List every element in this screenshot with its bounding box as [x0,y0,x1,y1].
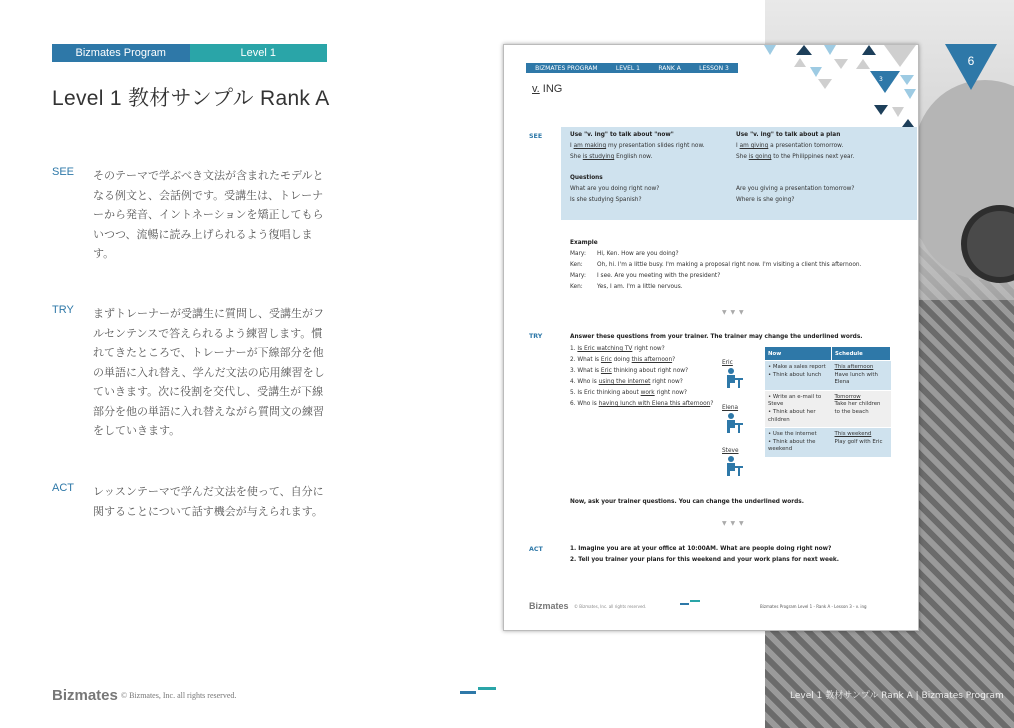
doc-title [532,83,562,95]
doc-act-2: 2. Tell you trainer your plans for this weekend and your work plans for next week. [570,557,839,563]
now-item: Make a sales report [772,364,826,370]
doc-see-col2-head: Use "v. ing" to talk about a plan [736,132,841,138]
doc-header-level: LEVEL 1 [615,64,640,72]
doc-try-questions [570,344,718,410]
speaker-name: Ken: [570,262,583,268]
doc-see-col2-line1 [736,141,914,152]
schedule-text: Play golf with Eric [834,438,883,445]
bizmates-mark-icon [460,686,496,696]
text-segment: to the Philippines next year. [771,154,855,160]
doc-see-q1: What are you doing right now? [570,186,660,192]
doc-see-col2-line2 [736,152,914,163]
tab-program: Bizmates Program [52,44,190,62]
text-segment: ? [672,357,676,363]
underlined-text: this afternoon [631,357,673,363]
doc-divider-2: ▼ ▼ ▼ [722,520,745,527]
person-name: Steve [722,448,739,454]
doc-person-steve [722,447,752,481]
doc-header-bar [526,63,738,73]
dialogue-text: Oh, hi. I'm a little busy. I'm making a proposal right now. I'm visiting a client this afternoon. [597,262,862,268]
doc-try-q1 [570,344,718,355]
doc-see-col1 [570,130,740,206]
doc-title-underline: v. [532,83,540,95]
underlined-text: is going [748,154,772,160]
dialogue-text: Hi, Ken. How are you doing? [597,251,679,257]
text-segment: I [736,143,740,149]
page-title: Level 1 教材サンプル Rank A [52,87,330,110]
table-cell-now: • Use the internet • Think about the weekend [765,428,832,457]
text-segment: thinking about right now? [611,368,689,374]
doc-see-q2: Is she studying Spanish? [570,197,642,203]
doc-footer-copyright: © Bizmates, Inc. all rights reserved. [574,604,647,609]
table-header-now: Now [765,347,832,361]
doc-example-line [570,260,915,271]
person-at-desk-icon [722,367,744,389]
decorative-triangles-icon [764,45,918,130]
underlined-text: am making [573,143,607,149]
text-segment: doing [611,357,632,363]
doc-see-col1-head: Use "v. ing" to talk about "now" [570,132,674,138]
text-segment: right now? [654,390,687,396]
section-act-label: ACT [52,482,74,494]
doc-act-1: 1. Imagine you are at your office at 10:00AM. What are people doing right now? [570,546,832,552]
footer-copyright: © Bizmates, Inc. all rights reserved. [121,691,237,700]
doc-see-col1-line2 [570,152,740,163]
text-segment: She [736,154,749,160]
now-item: Think about lunch [772,371,822,378]
text-segment: 3. What is [570,368,601,374]
section-see-label: SEE [52,166,75,178]
text-segment: English now. [614,154,653,160]
table-cell-schedule [832,428,891,457]
schedule-text: Take her children to the beach [834,401,881,415]
doc-footer-mark-icon [680,600,700,606]
text-segment: right now? [650,379,683,385]
doc-person-eric [722,359,752,393]
footer-logo: Bizmates [52,687,118,704]
table-row [765,361,891,391]
doc-see-q3: Are you giving a presentation tomorrow? [736,186,855,192]
dialogue-text: Yes, I am. I'm a little nervous. [597,284,683,290]
table-cell-now: • Write an e-mail to Steve • Think about her children [765,390,832,427]
section-see-text: そのテーマで学ぶべき文法が含まれたモデルとなる例文と、会話例です。受講生は、トレーナーから発音、イントネーションを矯正してもらいつつ、流暢に読み上げられるよう復唱します。 [93,169,324,260]
text-segment: right now? [632,346,665,352]
now-item: Think about the weekend [768,438,816,453]
doc-corner-number: 3 [879,76,883,83]
schedule-time: Tomorrow [834,393,861,400]
speaker-name: Ken: [570,284,583,290]
doc-footer-right: Bizmates Program Level 1 - Rank A - Lesson 3 - v. ing [760,604,867,609]
table-row [765,390,891,427]
text-segment: 1. [570,346,578,352]
text-segment: She [570,154,583,160]
text-segment: ? [710,401,714,407]
doc-example-line [570,271,915,282]
text-segment: 5. Is Eric thinking about [570,390,641,396]
doc-act-label: ACT [529,546,543,553]
doc-example-head: Example [570,240,598,246]
underlined-text: Eric [600,368,612,374]
underlined-text: is studying [582,154,615,160]
doc-example-line [570,249,915,260]
now-item: Write an e-mail to Steve [768,393,822,408]
table-row [765,428,891,457]
doc-person-elena [722,404,752,438]
doc-try-q6 [570,399,718,410]
doc-example [570,238,915,293]
doc-try-label: TRY [529,333,543,340]
doc-try-q3 [570,366,718,377]
table-cell-now: • Make a sales report • Think about lunch [765,361,832,391]
doc-see-col1-line1 [570,141,740,152]
person-at-desk-icon [722,455,744,477]
person-name: Eric [722,360,733,366]
person-at-desk-icon [722,412,744,434]
header-tabs [52,44,327,62]
doc-example-line [570,282,915,293]
underlined-text: using the internet [598,379,651,385]
now-item: Use the internet [772,431,817,438]
speaker-name: Mary: [570,273,586,279]
schedule-text: Have lunch with Elena [834,371,878,386]
page-number: 6 [967,54,975,68]
doc-header-program: BIZMATES PROGRAM [535,64,598,72]
doc-try-q2 [570,355,718,366]
doc-footer-logo: Bizmates [529,601,569,611]
doc-try-ask: Now, ask your trainer questions. You can change the underlined words. [570,499,804,505]
now-item: Think about her children [768,408,816,423]
underlined-text: am giving [739,143,769,149]
section-act-text: レッスンテーマで学んだ文法を使って、自分に関することについて話す機会が与えられます。 [93,485,324,518]
person-name: Elena [722,405,739,411]
doc-try-q5 [570,388,718,399]
underlined-text: having lunch with Elena this afternoon [598,401,711,407]
doc-see-col2 [736,130,914,206]
text-segment: 6. Who is [570,401,599,407]
text-segment: 2. What is [570,357,601,363]
text-segment: a presentation tomorrow. [768,143,844,149]
doc-see-questions-head: Questions [570,175,603,181]
underlined-text: work [640,390,655,396]
dialogue-text: I see. Are you meeting with the president? [597,273,721,279]
underlined-text: Is Eric watching TV [577,346,633,352]
text-segment: I [570,143,574,149]
doc-title-rest: ING [539,83,563,95]
schedule-time: This afternoon [834,364,874,370]
text-segment: my presentation slides right now. [606,143,705,149]
section-try-text: まずトレーナーが受講生に質問し、受講生がフルセンテンスで答えられるよう練習します。慣れてきたところで、トレーナーが下線部分を他の単語に入れ替え、学んだ文法の応用練習をしていきます。次に役割を交代し、受講生が下線部分を他の単語に入れ替えながら質問文の練習をしていきます。 [93,307,325,437]
footer-right-text: Level 1 教材サンプル Rank A | Bizmates Program [790,691,1004,701]
speaker-name: Mary: [570,251,586,257]
section-try-label: TRY [52,304,74,316]
underlined-text: Eric [600,357,612,363]
table-cell-schedule [832,361,891,391]
tab-level: Level 1 [190,44,328,62]
doc-try-instruction: Answer these questions from your trainer. The trainer may change the underlined words. [570,334,863,340]
doc-try-q4 [570,377,718,388]
doc-act [570,544,915,566]
page-number-badge [945,44,997,90]
doc-schedule-table-wrap [765,347,891,457]
schedule-time: This weekend [834,431,872,438]
doc-see-q4: Where is she going? [736,197,795,203]
doc-schedule-table [765,347,891,457]
doc-divider-1: ▼ ▼ ▼ [722,309,745,316]
text-segment: 4. Who is [570,379,599,385]
doc-see-label: SEE [529,133,543,140]
sample-document [503,44,919,631]
table-header-schedule: Schedule [832,347,891,361]
doc-header-rank: RANK A [658,64,681,72]
doc-header-lesson: LESSON 3 [699,64,729,72]
table-cell-schedule [832,390,891,427]
